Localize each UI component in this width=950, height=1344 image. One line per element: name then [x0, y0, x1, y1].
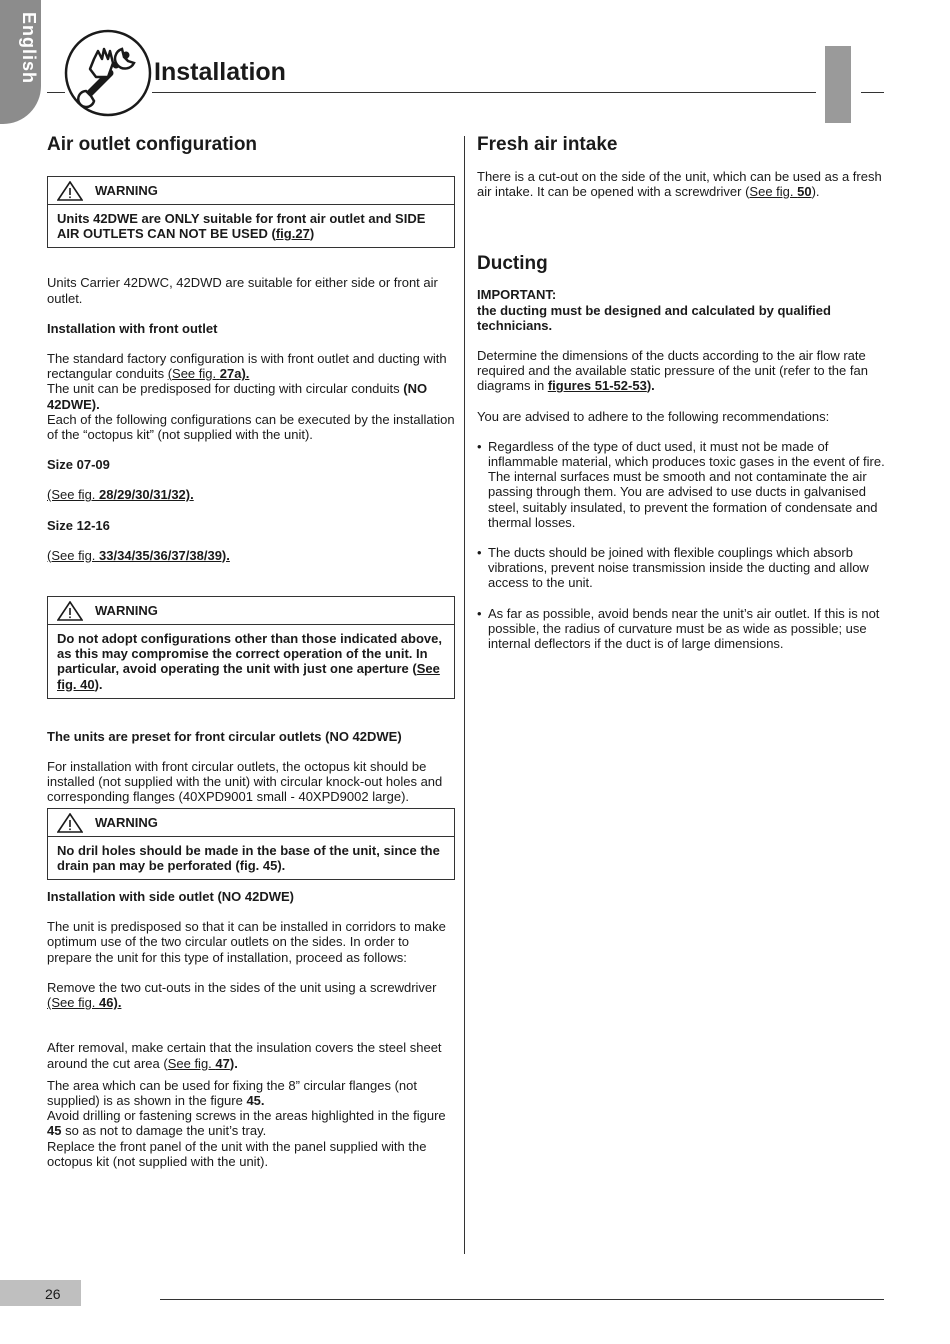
paragraph: The area which can be used for fixing the 8” circular flanges (not supplied) is as shown in the figure 45.: [47, 1077, 417, 1108]
important-text: the ducting must be designed and calculated by qualified technicians.: [477, 302, 831, 333]
important-label: IMPORTANT:: [477, 287, 557, 303]
fig-link[interactable]: (See fig. 46).: [47, 995, 122, 1011]
air-outlet-heading: Air outlet configuration: [47, 134, 258, 155]
paragraph: Units Carrier 42DWC, 42DWD are suitable for either side or front air outlet.: [47, 275, 438, 306]
installation-tools-icon: [64, 29, 152, 117]
size-heading: Size 12-16: [47, 517, 110, 533]
column-divider: [464, 136, 465, 1254]
fig-link[interactable]: See fig. 50: [749, 184, 812, 200]
size-heading: Size 07-09: [47, 457, 110, 473]
warning-text: Units 42DWE are ONLY suitable for front air outlet and SIDE AIR OUTLETS CAN NOT BE USED (fig.27): [57, 211, 426, 242]
warning-header: [48, 597, 454, 625]
header-marker-block: [825, 46, 851, 123]
paragraph: After removal, make certain that the insulation covers the steel sheet around the cut area (See fig. 47).: [47, 1040, 442, 1071]
paragraph: Replace the front panel of the unit with the panel supplied with the octopus kit (not supplied with the unit).: [47, 1138, 427, 1169]
warning-box: [47, 176, 455, 248]
paragraph: The standard factory configuration is with front outlet and ducting with rectangular conduits (See fig. 27a).: [47, 351, 447, 382]
preset-heading: The units are preset for front circular outlets (NO 42DWE): [47, 728, 402, 744]
paragraph: Avoid drilling or fastening screws in the areas highlighted in the figure 45 so as not to damage the unit’s tray.: [47, 1108, 446, 1139]
fig-link[interactable]: See fig. 40: [57, 661, 440, 692]
page-number: 26: [45, 1286, 61, 1302]
warning-header: [48, 177, 454, 205]
warning-label: WARNING: [95, 814, 158, 830]
right-column: [477, 134, 887, 651]
page-number-box: [0, 1280, 81, 1306]
ducting-heading: Ducting: [477, 253, 548, 275]
warning-box: [47, 596, 455, 699]
list-item: • Regardless of the type of duct used, it must not be made of inflammable material, which produces toxic gases in the event of fire. The internal surfaces must be smooth and not contaminate the air passing through them. You are advised to use ducts in galvanised steel, suitably insulated, to prevent the formation of condensate and thermal losses.: [477, 439, 887, 530]
fig-link[interactable]: (See fig. 27a).: [167, 366, 250, 382]
warning-text: Do not adopt configurations other than those indicated above, as this may compromise the correct operation of the unit. In particular, avoid operating the unit with just one aperture (See fig. 40).: [57, 631, 442, 692]
paragraph: For installation with front circular outlets, the octopus kit should be installed (not supplied with the unit) with circular knock-out holes and corresponding flanges (40XPD9001 small - 40XPD9002 large).: [47, 759, 443, 805]
recommendations-list: [477, 439, 887, 651]
list-item: • As far as possible, avoid bends near the unit’s air outlet. If this is not possible, the radius of curvature must be as wide as possible; use internal deflectors if the duct is of large dimensions.: [477, 606, 887, 652]
paragraph: There is a cut-out on the side of the unit, which can be used as a fresh air intake. It can be opened with a screwdriver (See fig. 50).: [477, 169, 882, 200]
list-item: • The ducts should be joined with flexible couplings which absorb vibrations, prevent noise transmission inside the ducting and allow access to the unit.: [477, 545, 887, 591]
paragraph: The unit can be predisposed for ducting with circular conduits (NO 42DWE).: [47, 381, 428, 412]
fig-link[interactable]: See fig. 47: [167, 1055, 230, 1071]
warning-text: No dril holes should be made in the base of the unit, since the drain pan may be perforated (fig. 45).: [57, 842, 440, 873]
warning-icon: [57, 601, 83, 621]
header-rule: [152, 92, 816, 93]
fig-reference[interactable]: (See fig. 28/29/30/31/32).: [47, 487, 194, 503]
side-outlet-heading: Installation with side outlet (NO 42DWE): [47, 889, 295, 905]
language-tab-label: English: [19, 12, 39, 85]
paragraph: Each of the following configurations can be executed by the installation of the “octopus kit” (not supplied with the unit).: [47, 411, 455, 443]
paragraph: Determine the dimensions of the ducts according to the air flow rate required and the available static pressure of the unit (refer to the fan diagrams in figures 51-52-53).: [477, 348, 868, 394]
warning-header: [48, 809, 454, 837]
warning-label: WARNING: [95, 183, 158, 198]
warning-box: [47, 808, 455, 880]
paragraph: You are advised to adhere to the following recommendations:: [477, 408, 830, 424]
paragraph: Remove the two cut-outs in the sides of the unit using a screwdriver (See fig. 46).: [47, 979, 437, 1011]
warning-icon: [57, 181, 83, 201]
warning-icon: [57, 813, 83, 833]
fig-link[interactable]: fig.27: [275, 226, 310, 242]
fig-reference[interactable]: (See fig. 33/34/35/36/37/38/39).: [47, 547, 230, 563]
paragraph: The unit is predisposed so that it can be installed in corridors to make optimum use of the two circular outlets on the sides. In order to prepare the unit for this type of installation, proceed as follows:: [47, 919, 446, 965]
language-tab: [0, 0, 41, 124]
front-outlet-heading: Installation with front outlet: [47, 320, 218, 336]
footer-rule: [160, 1299, 884, 1300]
fresh-air-heading: Fresh air intake: [477, 134, 618, 155]
fig-link[interactable]: figures 51-52-53: [547, 378, 647, 394]
header-rule-right: [861, 92, 884, 93]
warning-label: WARNING: [95, 603, 158, 619]
page-title: Installation: [154, 58, 286, 86]
header-rule-left: [47, 92, 65, 93]
left-column: [47, 134, 455, 1169]
